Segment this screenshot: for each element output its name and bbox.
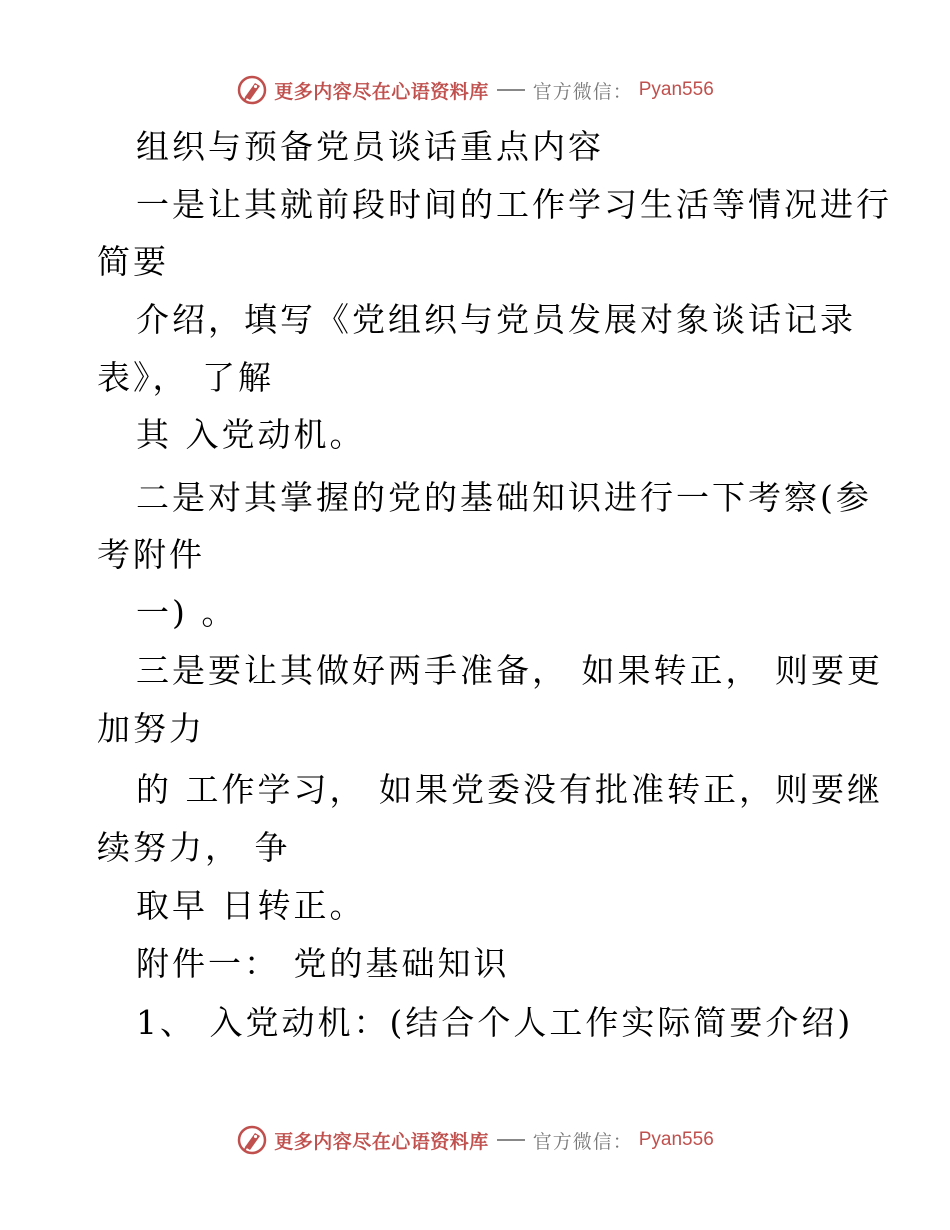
paragraph-line: 附件一： 党的基础知识	[136, 944, 510, 983]
header-banner	[0, 70, 950, 110]
banner-dash	[497, 89, 525, 91]
paragraph-line: 考附件	[97, 535, 205, 574]
banner-wechat-id: Pyan556	[638, 79, 714, 100]
paragraph-line: 一是让其就前段时间的工作学习生活等情况进行	[136, 185, 892, 224]
paragraph-line: 二是对其掌握的党的基础知识进行一下考察(参	[136, 478, 872, 517]
paragraph-line: 其 入党动机。	[136, 415, 366, 454]
paragraph-line: 简要	[97, 242, 169, 281]
paragraph-line: 表》， 了解	[97, 358, 274, 397]
footer-banner	[0, 1120, 950, 1160]
banner-slogan: 更多内容尽在心语资料库	[274, 1130, 489, 1153]
banner-slogan: 更多内容尽在心语资料库	[274, 80, 489, 103]
paragraph-line: 的 工作学习， 如果党委没有批准转正，则要继	[136, 770, 883, 809]
paragraph-line: 三是要让其做好两手准备， 如果转正， 则要更	[136, 651, 883, 690]
paragraph-line: 介绍，填写《党组织与党员发展对象谈话记录	[136, 300, 856, 339]
banner-wechat-id: Pyan556	[638, 1129, 714, 1150]
paragraph-line: 一) 。	[136, 593, 238, 632]
pen-nib-logo-icon	[236, 74, 268, 106]
pen-nib-logo-icon	[236, 1124, 268, 1156]
paragraph-line: 取早 日转正。	[136, 886, 366, 925]
banner-dash	[497, 1139, 525, 1141]
paragraph-line: 加努力	[97, 709, 205, 748]
paragraph-line: 续努力， 争	[97, 828, 291, 867]
document-title: 组织与预备党员谈话重点内容	[136, 127, 604, 166]
banner-wechat-label: 官方微信：	[532, 1130, 633, 1153]
banner-wechat-label: 官方微信：	[532, 80, 633, 103]
paragraph-line: 1、 入党动机：(结合个人工作实际简要介绍)	[136, 1003, 854, 1042]
